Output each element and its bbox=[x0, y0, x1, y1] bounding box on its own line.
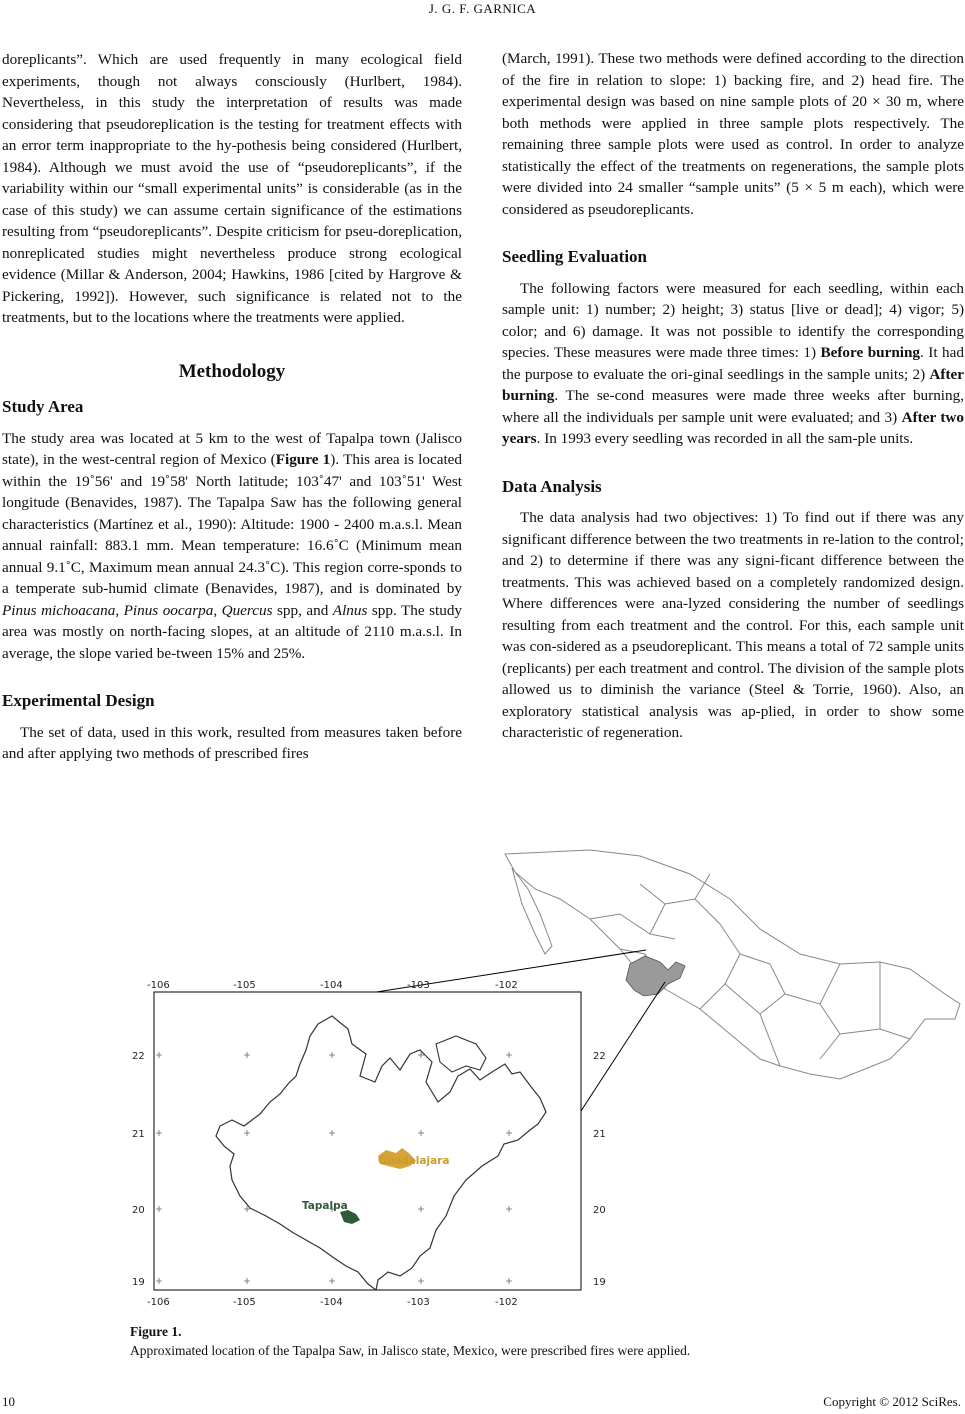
species-name: Pinus michoacana bbox=[2, 601, 116, 619]
longitude-tick: -104 bbox=[320, 1297, 343, 1308]
latitude-ticks-left bbox=[132, 1051, 145, 1288]
copyright-notice: Copyright © 2012 SciRes. bbox=[823, 1394, 961, 1409]
data-analysis-paragraph: The data analysis had two objectives: 1) To find out if there was any significant difference between the two treatments in re-lation to the control; and 2) to determine if there was any signi-ficant difference between the treatments. This was achieved based on a completely randomized design. Where differences were ana-lyzed considering the number of seedlings resulting from each treatment and the control. For this, each sample unit was con-sidered as a pseudoreplicant. This means a total of 72 sample units (replicants) per each treatment and control. The division of the sample plots allowed us to diminish the variance (Steel & Torrie, 1960). Also, an exploratory statistical analysis was ap-plied, in order to show some characteristic of regeneration. bbox=[502, 509, 964, 741]
latitude-ticks-right bbox=[593, 1051, 606, 1288]
latitude-tick: 22 bbox=[593, 1051, 606, 1062]
figure-reference: Figure 1 bbox=[275, 451, 331, 468]
intro-paragraph: doreplicants”. Which are used frequently in many ecological field experiments, though not always consciously (Hurlbert, 1984). Nevertheless, in this study the interpretation of results was made considering that pseudoreplication is the testing for treatment effects with an error term inappropriate to the hy-pothesis being considered (Hurlbert, 1984). Although we must avoid the use of “pseudoreplicants”, if the variability within our “small experimental units” is considerable (as in the case of this study) we can assume certain significance of the estimations resulting from “pseudoreplicants”. Despite criticism for pseu-doreplication, nonreplicated studies might nevertheless produce strong ecological evidence (Millar & Anderson, 2004; Hawkins, 1986 [cited by Hargrove & Pickering, 1992]). However, such significance is related not to the treatments, but to the locations where the treatments were applied. bbox=[2, 51, 462, 326]
longitude-tick: -106 bbox=[147, 1297, 170, 1308]
longitude-tick: -102 bbox=[495, 1297, 518, 1308]
running-head: J. G. F. GARNICA bbox=[428, 1, 537, 16]
seedling-evaluation-paragraph: The following factors were measured for each seedling, within each sample unit: 1) number; 2) height; 3) status [live or dead]; 4) vigor; 5) color; and 6) damage. It was not possible to identify the corresponding species. These measures were made three times: 1) Before burning. It had the purpose to evaluate the ori-ginal seedlings in the sample units; 2) After burning. The se-cond measures were made three weeks after burning, where all the individuals per sample unit were evaluated; and 3) After two years. In 1993 every seedling was recorded in all the sam-ple units. bbox=[502, 279, 964, 447]
location-map-figure bbox=[120, 844, 965, 1314]
left-column bbox=[2, 49, 462, 765]
longitude-tick: -103 bbox=[407, 980, 430, 991]
latitude-tick: 20 bbox=[593, 1205, 606, 1216]
latitude-tick: 19 bbox=[132, 1277, 145, 1288]
latitude-tick: 22 bbox=[132, 1051, 145, 1062]
longitude-tick: -105 bbox=[233, 1297, 256, 1308]
seedling-evaluation-heading: Seedling Evaluation bbox=[502, 247, 648, 266]
longitude-ticks-top bbox=[147, 980, 518, 991]
longitude-tick: -103 bbox=[407, 1297, 430, 1308]
data-analysis-heading: Data Analysis bbox=[502, 476, 602, 496]
study-area-heading: Study Area bbox=[2, 397, 84, 416]
study-area-paragraph: The study area was located at 5 km to the west of Tapalpa town (Jalisco state), in the west-central region of Mexico (Figure 1). This area is located within the 19˚56' and 19˚58' North latitude; 103˚47' and 103˚51' West longitude (Benavides, 1987). The Tapalpa Saw has the following general characteristics (Martínez et al., 1990): Altitude: 1900 - 2400 m.a.s.l. Mean annual rainfall: 883.1 mm. Mean temperature: 16.6˚C (Minimum mean annual 9.1˚C, Maximum mean annual 24.3˚C). This region corre-sponds to a temperate sub-humid climate (Benavides, 1987), and is dominated by Pinus michoacana, Pinus oocarpa, Quercus spp, and Alnus spp. The study area was mostly on north-facing slopes, at an altitude of 2110 m.a.s.l. In average, the slope varied be-tween 15% and 25%. bbox=[2, 429, 463, 662]
figure-caption-text: Approximated location of the Tapalpa Saw, in Jalisco state, Mexico, were prescribed fires were applied. bbox=[130, 1343, 691, 1358]
species-name: Alnus bbox=[332, 601, 368, 619]
latitude-tick: 20 bbox=[132, 1205, 145, 1216]
experimental-design-paragraph: The set of data, used in this work, resulted from measures taken before and after applying two methods of prescribed fires bbox=[2, 723, 462, 762]
right-column bbox=[502, 48, 964, 744]
longitude-tick: -104 bbox=[320, 980, 343, 991]
longitude-tick: -105 bbox=[233, 980, 256, 991]
figure-caption bbox=[130, 1322, 690, 1360]
longitude-tick: -106 bbox=[147, 980, 170, 991]
experimental-design-heading: Experimental Design bbox=[2, 691, 155, 710]
figure-caption-label: Figure 1. bbox=[130, 1324, 182, 1339]
species-name: Pinus oocarpa bbox=[123, 601, 214, 619]
latitude-tick: 19 bbox=[593, 1277, 606, 1288]
page-number: 10 bbox=[2, 1394, 15, 1409]
latitude-tick: 21 bbox=[593, 1129, 606, 1140]
longitude-ticks-bottom bbox=[147, 1297, 518, 1308]
guadalajara-label: Guadalajara bbox=[378, 1155, 450, 1167]
methodology-heading: Methodology bbox=[178, 360, 286, 382]
tapalpa-label: Tapalpa bbox=[302, 1200, 348, 1212]
continued-paragraph: (March, 1991). These two methods were defined according to the direction of the fire in relation to slope: 1) backing fire, and 2) head fire. The experimental design was based on nine sample plots of 20 × 30 m, where both methods were applied in three sample plots respectively. The remaining three sample plots were used as control. In order to analyze statistically the effect of the treatments on regenerations, the sample plots were divided into 24 smaller “sample units” (5 × 5 m each), which were considered as pseudoreplicants. bbox=[502, 50, 964, 218]
map-frame bbox=[154, 992, 581, 1290]
latitude-tick: 21 bbox=[132, 1129, 145, 1140]
species-name: Quercus bbox=[221, 601, 273, 619]
longitude-tick: -102 bbox=[495, 980, 518, 991]
